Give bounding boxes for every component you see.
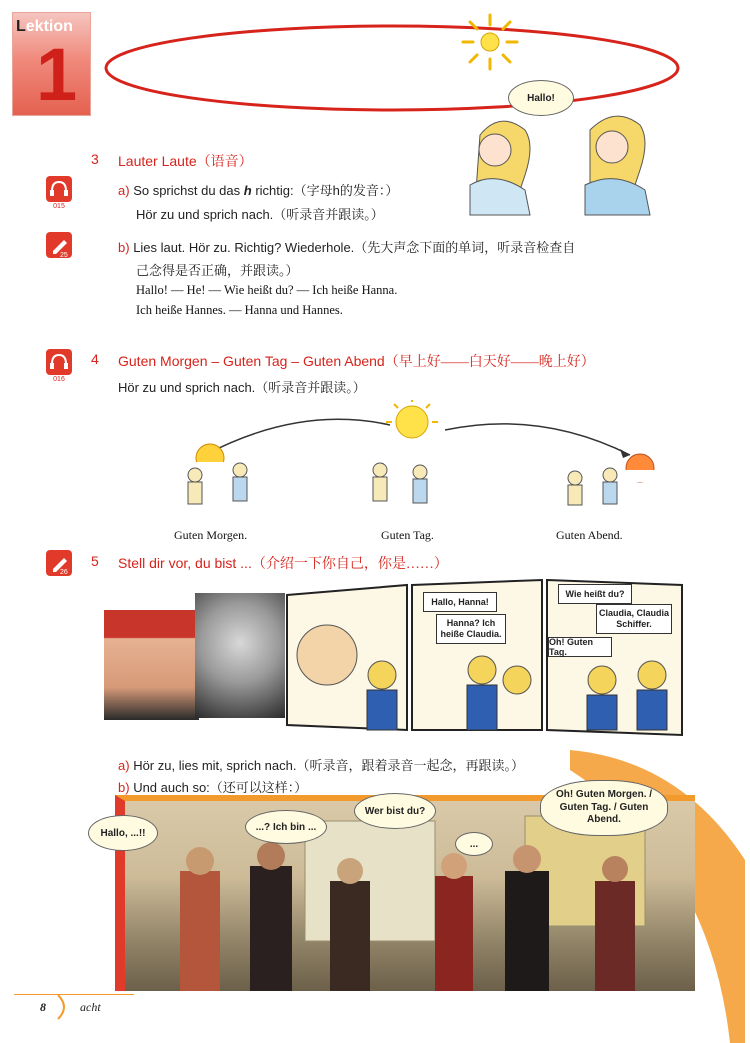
section-5-number: 5 — [91, 553, 99, 569]
section-4-number: 4 — [91, 351, 99, 367]
caption-evening: Guten Abend. — [556, 528, 623, 542]
comic-bubble-5: Oh! Guten Tag. — [548, 637, 612, 657]
pencil-code: 26 — [60, 569, 68, 576]
photo-bubble-3: Wer bist du? — [354, 793, 436, 829]
page-number-word: acht — [80, 1000, 101, 1014]
pencil-icon[interactable] — [46, 232, 72, 258]
section-4-title: Guten Morgen – Guten Tag – Guten Abend（早上好——白天好——晚上好） — [118, 353, 595, 370]
comic-bubble-4: Claudia, Claudia Schiffer. — [596, 604, 672, 634]
audio-code: 016 — [53, 376, 65, 383]
pencil-icon[interactable] — [46, 550, 72, 576]
comic-bubble-2: Hanna? Ich heiße Claudia. — [436, 614, 506, 644]
s5-a-line: a) Hör zu, lies mit, sprich nach.（听录音，跟着录音一起念，再跟读。） — [118, 758, 524, 773]
day-cycle-illustration — [150, 400, 670, 520]
comic-bubble-3: Wie heißt du? — [558, 584, 632, 604]
footer-arc — [54, 993, 74, 1021]
photo-bubble-2: ...? Ich bin ... — [245, 810, 327, 844]
lektion-label: Lektion — [16, 18, 73, 35]
s3-b-example1: Hallo! — He! — Wie heißt du? — Ich heiße Hanna. — [136, 283, 398, 297]
lektion-number: 1 — [36, 33, 78, 116]
page-number: 8 — [40, 1000, 46, 1014]
pencil-code: 25 — [60, 252, 68, 259]
caption-day: Guten Tag. — [381, 528, 434, 542]
comic-bubble-1: Hallo, Hanna! — [423, 592, 497, 612]
two-girls-illustration — [440, 105, 680, 220]
photo-bubble-1: Hallo, ...!! — [88, 815, 158, 851]
audio-icon[interactable] — [46, 176, 72, 202]
s4-line: Hör zu und sprich nach.（听录音并跟读。） — [118, 380, 366, 395]
s5-b-line: b) Und auch so:（还可以这样：） — [118, 780, 308, 795]
audio-code: 015 — [53, 203, 65, 210]
s3-b-example2: Ich heiße Hannes. — Hanna und Hannes. — [136, 303, 343, 317]
section-5-title: Stell dir vor, du bist ...（介绍一下你自己，你是……） — [118, 555, 448, 572]
hallo-bubble: Hallo! — [508, 80, 574, 116]
audio-icon[interactable] — [46, 349, 72, 375]
lektion-badge — [12, 12, 91, 116]
s3-b-line2: 己念得是否正确，并跟读。） — [136, 263, 299, 278]
section-3-number: 3 — [91, 151, 99, 167]
portrait-photo-1 — [104, 610, 199, 720]
footer-rule — [14, 994, 134, 995]
s3-b-line1: b) Lies laut. Hör zu. Richtig? Wiederhole.（先大声念下面的单词，听录音检查自 — [118, 240, 576, 255]
photo-bubble-5: Oh! Guten Morgen. / Guten Tag. / Guten Abend. — [540, 780, 668, 836]
sun-icon — [455, 12, 525, 72]
photo-bubble-4: ... — [455, 832, 493, 856]
s3-a-line2: Hör zu und sprich nach.（听录音并跟读。） — [136, 207, 384, 222]
portrait-photo-2 — [195, 593, 285, 718]
s3-a-line1: a) So sprichst du das h richtig:（字母h的发音：） — [118, 183, 399, 198]
caption-morning: Guten Morgen. — [174, 528, 248, 542]
section-3-title: Lauter Laute（语音） — [118, 153, 253, 170]
